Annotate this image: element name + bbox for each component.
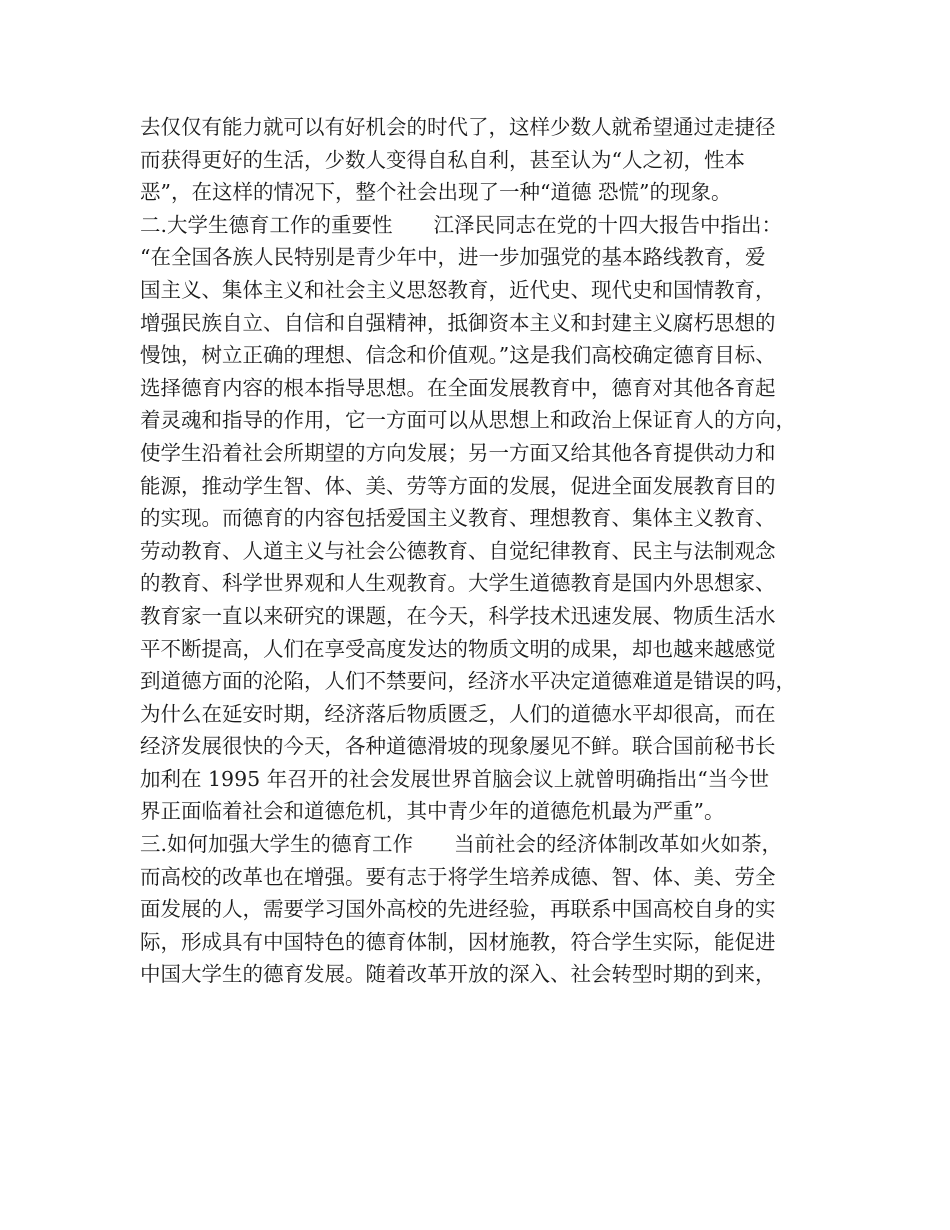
- text-line: 而获得更好的生活，少数人变得自私自利，甚至认为“人之初，性本: [140, 147, 745, 172]
- text-line: 能源，推动学生智、体、美、劳等方面的发展，促进全面发展教育目的: [140, 473, 776, 498]
- text-line: 增强民族自立、自信和自强精神，抵御资本主义和封建主义腐朽思想的: [140, 310, 776, 335]
- text-line: 教育家一直以来研究的课题，在今天，科学技术迅速发展、物质生活水: [140, 603, 776, 628]
- text-line: 慢蚀，树立正确的理想、信念和价值观。”这是我们高校确定德育目标、: [140, 343, 776, 368]
- text-line: 的实现。而德育的内容包括爱国主义教育、理想教育、集体主义教育、: [140, 506, 776, 531]
- text-line: 为什么在延安时期，经济落后物质匮乏，人们的道德水平却很高，而在: [140, 701, 776, 726]
- section-heading-line: 三.如何加强大学生的德育工作 当前社会的经济体制改革如火如荼，: [140, 832, 783, 857]
- text-line: 经济发展很快的今天，各种道德滑坡的现象屡见不鲜。联合国前秘书长: [140, 734, 776, 759]
- text-line: 的教育、科学世界观和人生观教育。大学生道德教育是国内外思想家、: [140, 571, 776, 596]
- text-line: 国主义、集体主义和社会主义思怒教育，近代史、现代史和国情教育，: [140, 277, 776, 302]
- section-heading-line: 二.大学生德育工作的重要性 江泽民同志在党的十四大报告中指出：: [140, 212, 783, 237]
- text-line: 使学生沿着社会所期望的方向发展；另一方面又给其他各育提供动力和: [140, 440, 776, 465]
- text-line: 中国大学生的德育发展。随着改革开放的深入、社会转型时期的到来，: [140, 962, 776, 987]
- text-line: 到道德方面的沦陷，人们不禁要问，经济水平决定道德难道是错误的吗，: [140, 669, 796, 694]
- text-line: 选择德育内容的根本指导思想。在全面发展教育中，德育对其他各育起: [140, 375, 776, 400]
- text-line: 平不断提高，人们在享受高度发达的物质文明的成果，却也越来越感觉: [140, 636, 776, 661]
- text-line: 面发展的人，需要学习国外高校的先进经验，再联系中国高校自身的实: [140, 897, 776, 922]
- body-text: [140, 111, 830, 991]
- text-line: 界正面临着社会和道德危机，其中青少年的道德危机最为严重”。: [140, 799, 725, 824]
- text-line: 加利在 1995 年召开的社会发展世界首脑会议上就曾明确指出“当今世: [140, 766, 770, 791]
- text-line: 着灵魂和指导的作用，它一方面可以从思想上和政治上保证育人的方向，: [140, 408, 796, 433]
- text-line: 恶”，在这样的情况下，整个社会出现了一种“道德 恐慌”的现象。: [140, 180, 732, 205]
- text-line: 际，形成具有中国特色的德育体制，因材施教，符合学生实际，能促进: [140, 929, 776, 954]
- text-line: 而高校的改革也在增强。要有志于将学生培养成德、智、体、美、劳全: [140, 864, 776, 889]
- text-line: 劳动教育、人道主义与社会公德教育、自觉纪律教育、民主与法制观念: [140, 538, 776, 563]
- text-line: “在全国各族人民特别是青少年中，进一步加强党的基本路线教育，爱: [140, 245, 766, 270]
- text-line: 去仅仅有能力就可以有好机会的时代了，这样少数人就希望通过走捷径: [140, 115, 776, 139]
